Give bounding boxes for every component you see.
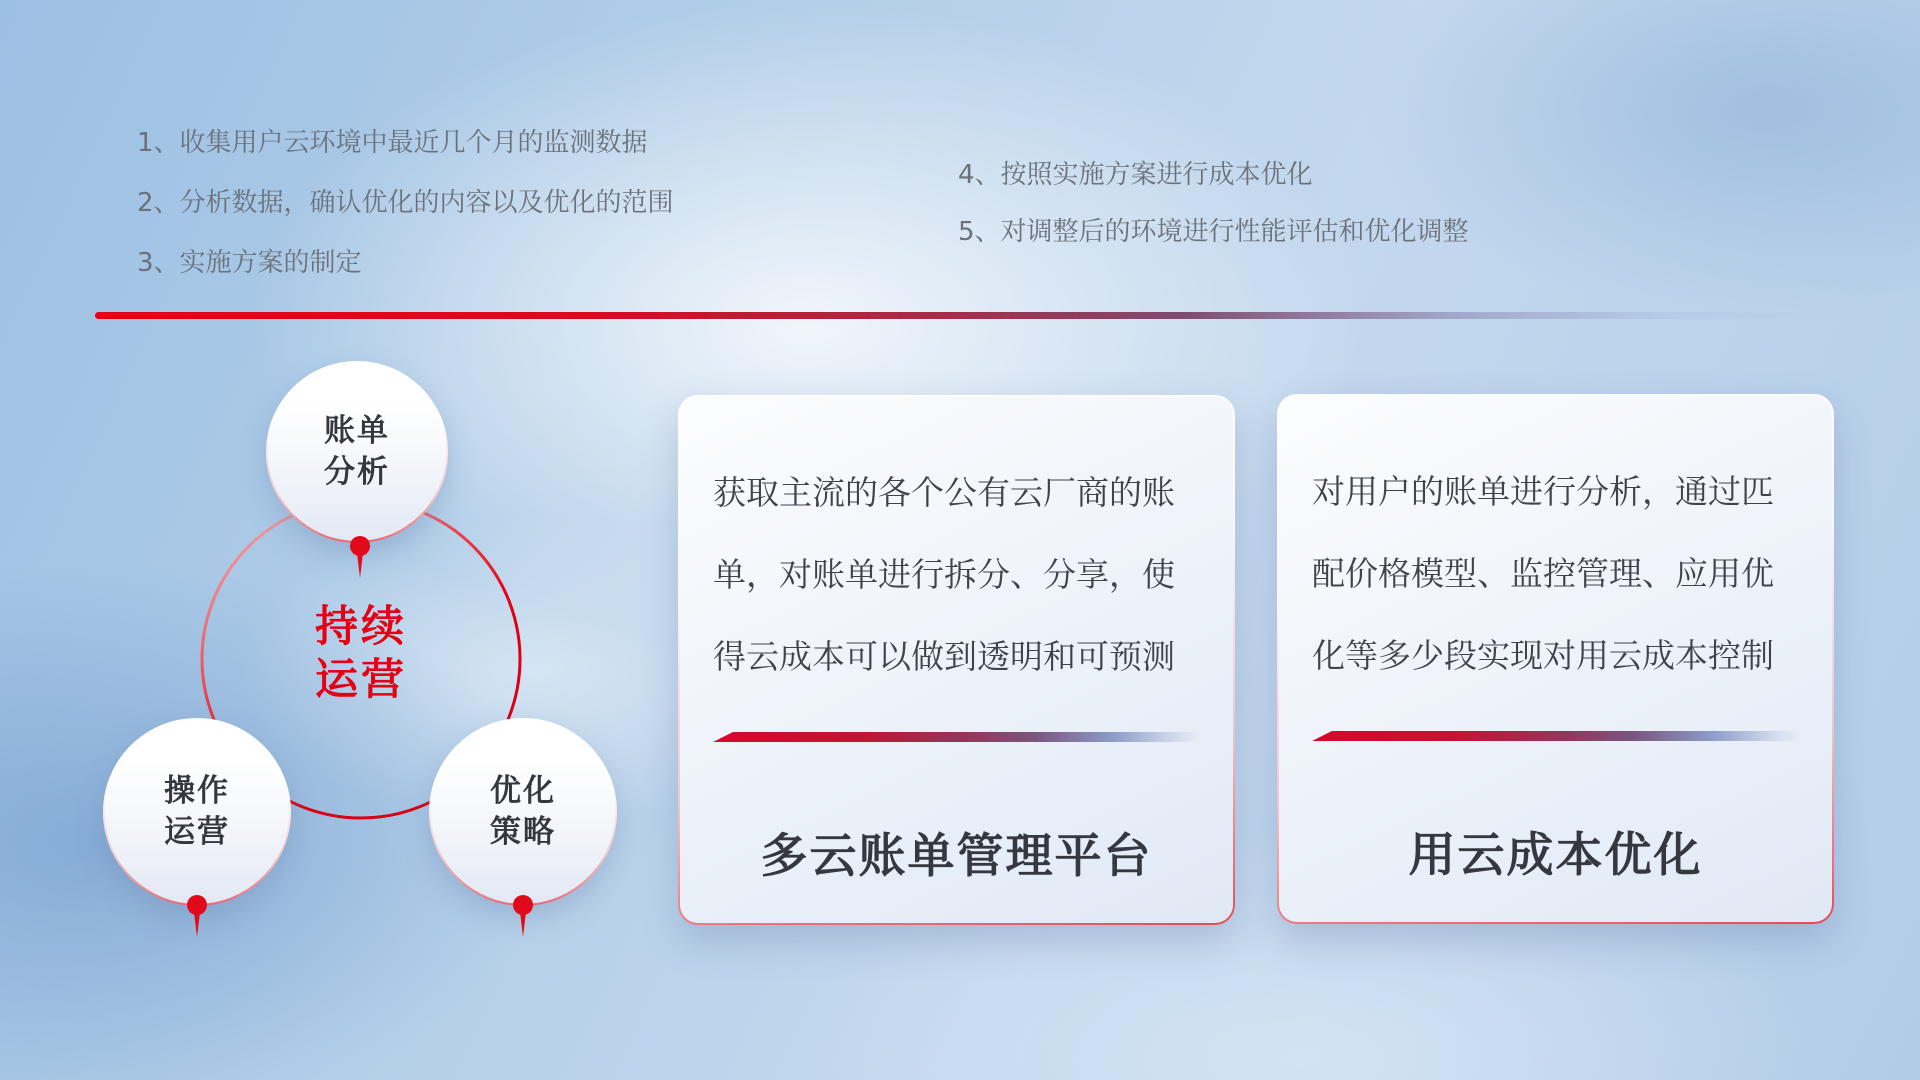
- card-multicloud-billing-inner: [680, 397, 1233, 923]
- cycle-node-operation: [103, 718, 291, 906]
- step-item-1: 1、收集用户云环境中最近几个月的监测数据: [137, 128, 648, 158]
- card-multicloud-billing-body: [713, 452, 1175, 698]
- card-body-line: 获取主流的各个公有云厂商的账: [713, 473, 1175, 512]
- node-label-line: 优化: [490, 773, 556, 809]
- card-cloud-cost-optimization-body: [1312, 451, 1774, 697]
- red-divider-line: [95, 312, 1840, 319]
- card-body-line: 配价格模型、监控管理、应用优: [1312, 554, 1774, 593]
- step-item-5: 5、对调整后的环境进行性能评估和优化调整: [958, 217, 1469, 247]
- node-label-line: 运营: [164, 814, 230, 850]
- card-body-line: 得云成本可以做到透明和可预测: [713, 637, 1175, 676]
- step-item-3: 3、实施方案的制定: [137, 248, 362, 278]
- node-label-line: 策略: [490, 814, 556, 850]
- steps-list-left: [137, 113, 674, 293]
- node-label-line: 操作: [164, 773, 230, 809]
- step-item-2: 2、分析数据，确认优化的内容以及优化的范围: [137, 188, 674, 218]
- cycle-node-billing-analysis: [266, 361, 448, 543]
- card-body-line: 单，对账单进行拆分、分享，使: [713, 555, 1175, 594]
- cycle-node-billing-analysis-label: [268, 363, 446, 541]
- cycle-center-label: [241, 601, 481, 707]
- cycle-node-operation-label: [105, 720, 289, 904]
- steps-list-right: [958, 147, 1469, 261]
- center-label-line: 运营: [315, 655, 407, 705]
- card-cloud-cost-optimization-title: 用云成本优化: [1408, 828, 1703, 883]
- center-label-line: 持续: [315, 602, 407, 652]
- card-body-line: 化等多少段实现对用云成本控制: [1312, 636, 1774, 675]
- card-multicloud-billing: [678, 395, 1235, 925]
- card-multicloud-billing-title: 多云账单管理平台: [760, 829, 1153, 884]
- card-cloud-cost-optimization: [1277, 394, 1834, 924]
- cycle-node-optimization-strategy-label: [431, 720, 615, 904]
- card-cloud-cost-optimization-inner: [1279, 396, 1832, 922]
- card-body-line: 对用户的账单进行分析，通过匹: [1312, 472, 1774, 511]
- step-item-4: 4、按照实施方案进行成本优化: [958, 160, 1313, 190]
- cycle-node-optimization-strategy: [429, 718, 617, 906]
- card-divider-line: [713, 732, 1201, 742]
- card-divider-line: [1312, 731, 1800, 741]
- node-label-line: 分析: [324, 454, 390, 490]
- node-label-line: 账单: [324, 413, 390, 449]
